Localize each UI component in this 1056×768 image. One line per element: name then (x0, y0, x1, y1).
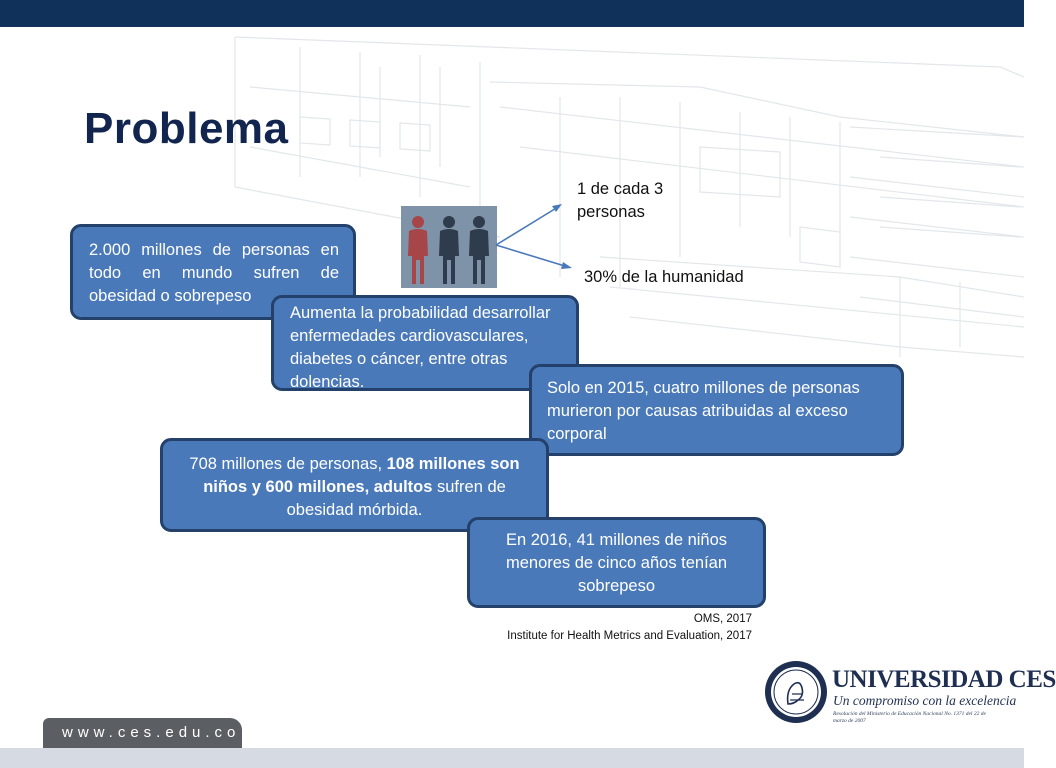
children-2016-text: En 2016, 41 millones de niños menores de cinco años tenían sobrepeso (505, 531, 728, 595)
university-name: UNIVERSIDAD CES (832, 666, 1056, 693)
sources (440, 611, 752, 645)
university-resolution: Resolución del Ministerio de Educación Nacional No. 1371 del 22 de marzo de 2007 (833, 711, 986, 724)
source-item: OMS, 2017 (693, 613, 752, 625)
arrow-up-icon (496, 207, 558, 245)
morbid-text-bold: 108 millones son niños y 600 millones, adultos (203, 455, 520, 496)
slide-title: Problema (84, 104, 289, 153)
deaths-2015-text: Solo en 2015, cuatro millones de personas murieron por causas atribuidas al exceso corporal (547, 379, 860, 443)
arrow-connectors (490, 195, 590, 285)
stat-one-in-three: 1 de cada 3 personas (577, 180, 664, 221)
university-tagline: Un compromiso con la excelencia (833, 693, 1017, 708)
children-2016-box (467, 517, 766, 608)
morbid-text-part1: 708 millones de personas, (189, 455, 387, 473)
morbid-text-part2: sufren de obesidad mórbida. (286, 478, 506, 519)
footer-bar (0, 748, 1024, 768)
risk-text: Aumenta la probabilidad desarrollar enfermedades cardiovasculares, diabetes o cáncer, entre otras dolencias. (290, 304, 551, 391)
deaths-2015-box (529, 364, 904, 456)
university-seal-icon (764, 660, 828, 724)
header-bar (0, 0, 1024, 27)
arrow-down-icon (496, 245, 568, 267)
website-url[interactable]: www.ces.edu.co (43, 718, 242, 748)
people-icon (401, 206, 497, 288)
university-logo (764, 660, 1056, 728)
stat-percent-humanity: 30% de la humanidad (584, 268, 744, 286)
source-item: Institute for Health Metrics and Evaluation, 2017 (507, 630, 752, 642)
obesity-total-text: 2.000 millones de personas en todo en mundo sufren de obesidad o sobrepeso (89, 241, 339, 305)
